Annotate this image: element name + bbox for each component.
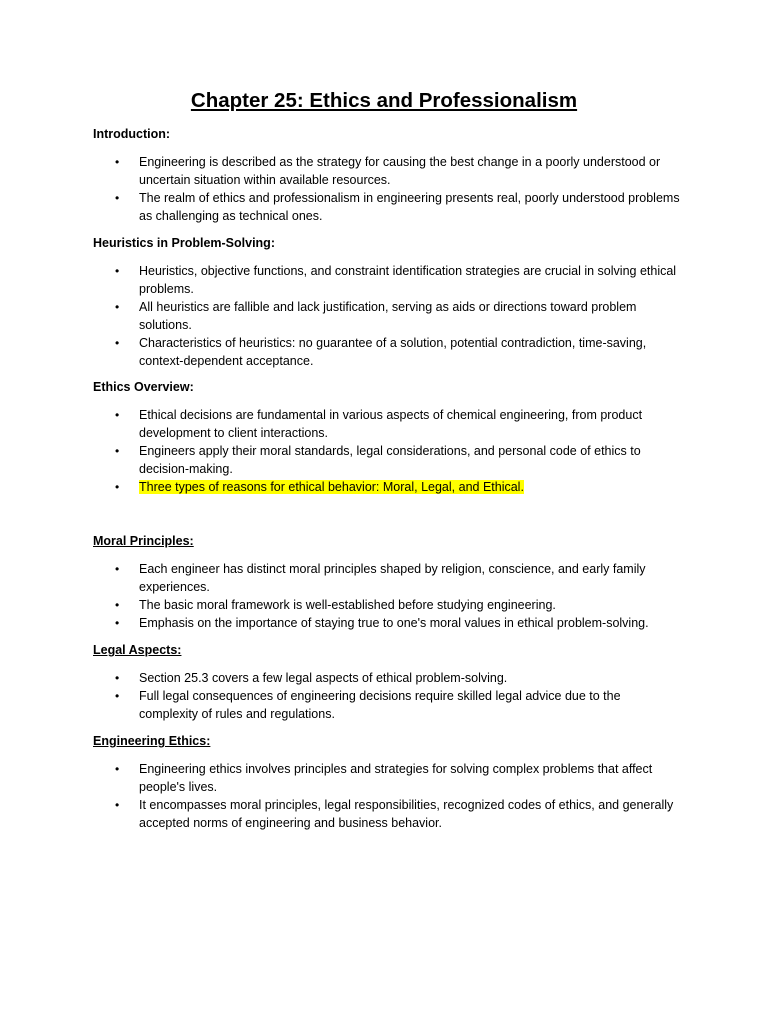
list-item: • Engineering ethics involves principles and strategies for solving complex problems that affect people's lives.: [115, 762, 653, 794]
section-heading-engineering-ethics: Engineering Ethics:: [93, 734, 211, 748]
list-item: • Each engineer has distinct moral principles shaped by religion, conscience, and early family experiences.: [115, 562, 646, 594]
ethics-overview-list: [93, 406, 683, 496]
document-title: Chapter 25: Ethics and Professionalism: [190, 89, 578, 112]
introduction-list: [93, 153, 683, 225]
bullet-icon: •: [115, 408, 120, 422]
highlighted-text: Three types of reasons for ethical behavior: Moral, Legal, and Ethical.: [139, 480, 524, 494]
list-item: • Section 25.3 covers a few legal aspects of ethical problem-solving.: [115, 671, 508, 685]
bullet-icon: •: [115, 616, 120, 630]
list-item: • Characteristics of heuristics: no guarantee of a solution, potential contradiction, time-saving, context-dependent acceptance.: [115, 336, 647, 368]
list-item: [93, 478, 683, 496]
bullet-icon: •: [115, 689, 120, 703]
list-item: • The realm of ethics and professionalism in engineering presents real, poorly understood problems as challenging as technical ones.: [115, 191, 680, 223]
section-heading-moral-principles: Moral Principles:: [93, 534, 194, 548]
list-item: • Engineers apply their moral standards, legal considerations, and personal code of ethics to decision-making.: [115, 444, 641, 476]
bullet-icon: •: [115, 336, 120, 350]
list-item: • Emphasis on the importance of staying true to one's moral values in ethical problem-solving.: [115, 616, 649, 630]
bullet-icon: •: [115, 798, 120, 812]
section-heading-introduction: Introduction:: [93, 127, 171, 141]
heuristics-list: [93, 262, 683, 370]
bullet-icon: •: [115, 444, 120, 458]
bullet-icon: •: [115, 264, 120, 278]
list-item: • All heuristics are fallible and lack justification, serving as aids or directions toward problem solutions.: [115, 300, 637, 332]
section-heading-legal-aspects: Legal Aspects:: [93, 643, 182, 657]
bullet-icon: •: [115, 762, 120, 776]
bullet-icon: •: [115, 155, 120, 169]
list-item: • Ethical decisions are fundamental in various aspects of chemical engineering, from product development to client interactions.: [115, 408, 643, 440]
list-item: • Heuristics, objective functions, and constraint identification strategies are crucial in solving ethical problems.: [115, 264, 677, 296]
bullet-icon: •: [115, 671, 120, 685]
engineering-ethics-list: [93, 760, 683, 832]
bullet-icon: •: [115, 300, 120, 314]
list-item: • Full legal consequences of engineering decisions require skilled legal advice due to the complexity of rules and regulations.: [115, 689, 621, 721]
list-item: • The basic moral framework is well-established before studying engineering.: [115, 598, 556, 612]
list-item: • Engineering is described as the strategy for causing the best change in a poorly understood or uncertain situation within available resources.: [115, 155, 661, 187]
bullet-icon: •: [115, 191, 120, 205]
legal-aspects-list: [93, 669, 683, 723]
section-heading-ethics-overview: Ethics Overview:: [93, 380, 194, 394]
section-heading-heuristics: Heuristics in Problem-Solving:: [93, 236, 275, 250]
bullet-icon: •: [115, 480, 120, 494]
list-item: • It encompasses moral principles, legal responsibilities, recognized codes of ethics, and generally accepted norms of engineering and business behavior.: [115, 798, 674, 830]
bullet-icon: •: [115, 598, 120, 612]
bullet-icon: •: [115, 562, 120, 576]
moral-principles-list: [93, 560, 683, 632]
